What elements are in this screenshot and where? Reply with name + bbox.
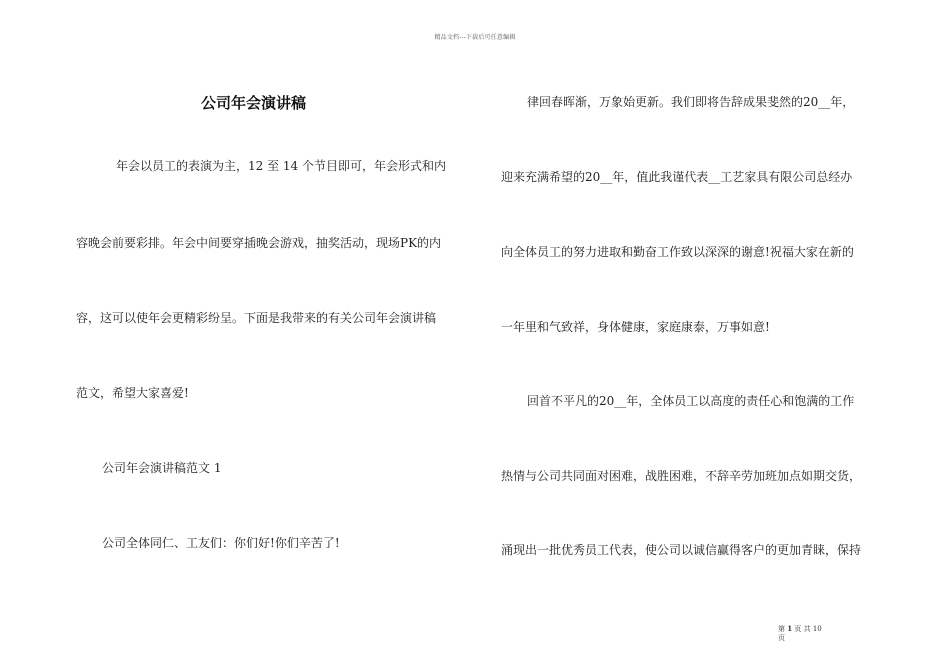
section-heading: 公司年会演讲稿范文 1 (102, 461, 222, 475)
right-line-5: 回首不平凡的20__年，全体员工以高度的责任心和饱满的工作 (527, 394, 855, 408)
page-number (778, 624, 838, 643)
page-mid: 页 共 (794, 625, 811, 633)
left-line-3: 容，这可以使年会更精彩纷呈。下面是我带来的有关公司年会演讲稿 (76, 311, 437, 325)
right-line-1: 律回春晖渐，万象始更新。我们即将告辞成果斐然的20__年， (527, 95, 855, 109)
left-line-2: 容晚会前要彩排。年会中间要穿插晚会游戏，抽奖活动，现场PK的内 (76, 236, 442, 250)
right-line-7: 涌现出一批优秀员工代表，使公司以诚信赢得客户的更加青睐，保持 (501, 543, 862, 557)
right-line-2: 迎来充满希望的20__年，值此我谨代表__工艺家具有限公司总经办 (501, 170, 853, 184)
page-prefix: 第 (778, 625, 785, 633)
right-line-3: 向全体员工的努力进取和勤奋工作致以深深的谢意!祝福大家在新的 (501, 245, 854, 259)
left-line-6: 公司全体同仁、工友们：你们好!你们辛苦了! (102, 536, 340, 550)
page-suffix: 页 (778, 634, 785, 642)
page-header: 精品文档---下载后可任意编辑 (434, 34, 516, 41)
left-line-1: 年会以员工的表演为主，12 至 14 个节目即可，年会形式和内 (116, 159, 446, 173)
left-line-4: 范文，希望大家喜爱! (76, 386, 189, 400)
right-line-4: 一年里和气致祥，身体健康，家庭康泰，万事如意! (501, 320, 770, 334)
page-current: 1 (787, 624, 793, 633)
right-line-6: 热情与公司共同面对困难，战胜困难，不辞辛劳加班加点如期交货， (501, 469, 862, 483)
document-title: 公司年会演讲稿 (201, 94, 307, 112)
page-total: 10 (812, 625, 822, 633)
